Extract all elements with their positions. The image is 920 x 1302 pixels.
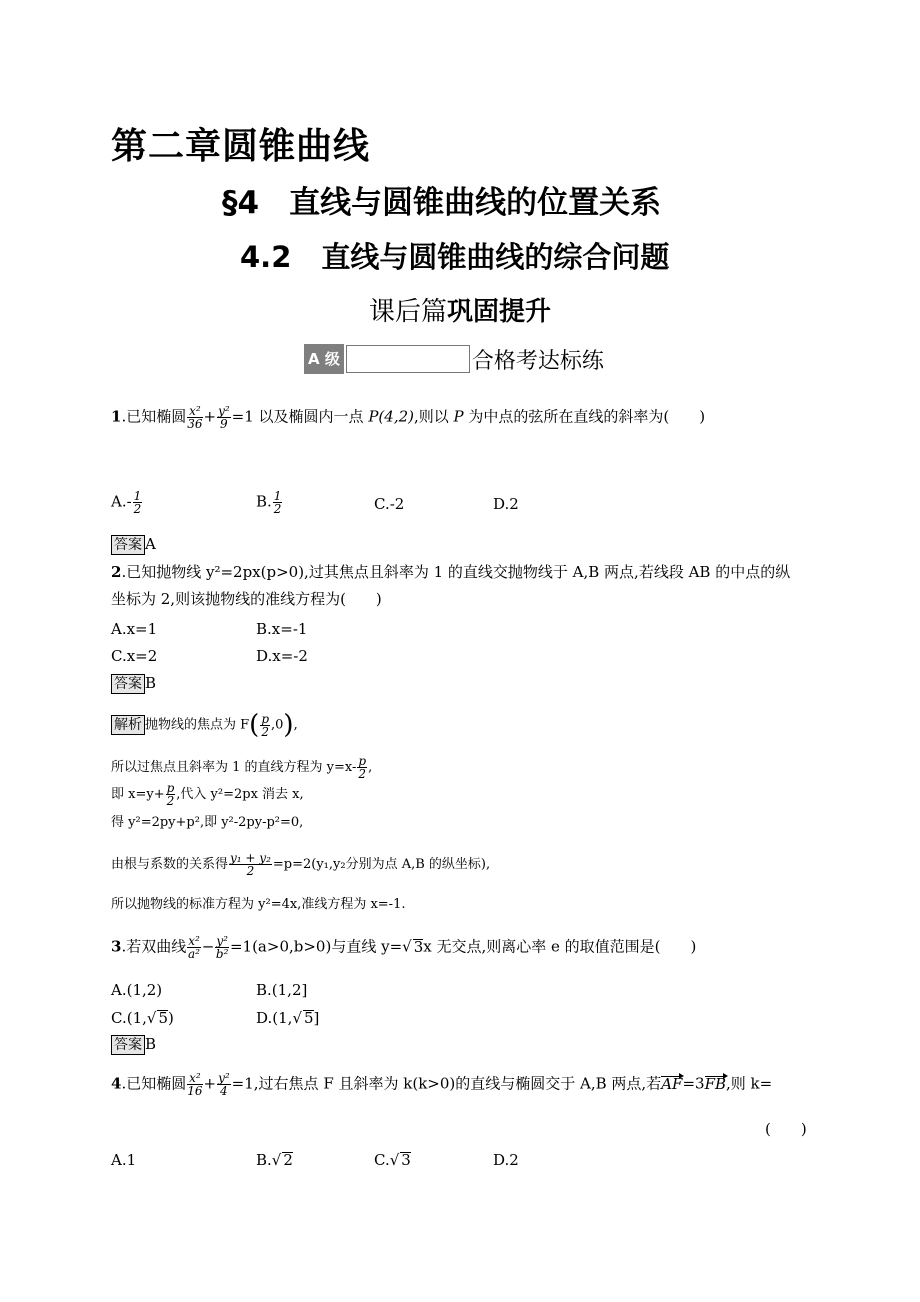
q3-text-b: =1(a>0,b>0)与直线 y= [229,937,403,956]
analysis-text: 所以过焦点且斜率为 1 的直线方程为 y=x- [111,760,357,775]
sqrt-icon: √ [271,1151,282,1169]
frac-den: 2 [358,767,367,781]
sqrt-icon: √ [402,937,412,956]
analysis-text: 抛物线的焦点为 F [145,717,250,733]
frac-den: a² [188,947,200,961]
q4-frac-y [217,1072,231,1097]
q4-number: 4 [111,1074,122,1093]
page-heading [0,291,920,328]
p-half-frac [166,782,176,807]
option-label: D.(1, [256,1009,293,1027]
section-number: §4 [222,185,260,221]
paren-left: ( [249,710,260,740]
answer-tag: 答案 [111,1035,145,1055]
analysis-text-b: =p=2(y₁,y₂分别为点 A,B 的纵坐标), [272,857,491,872]
analysis-text: 由根与系数的关系得 [111,857,229,872]
level-tag: A 级 [304,344,344,374]
vieta-frac [229,852,272,877]
q2-analysis-line2 [111,755,372,780]
q2-analysis-line3 [111,782,304,807]
analysis-text: 即 x=y+ [111,787,165,802]
frac-den: 2 [261,724,269,739]
q2-analysis-line4: 得 y²=2py+p²,即 y²-2py-p²=0, [111,815,304,830]
radicand: 5 [158,1009,168,1027]
answer-tag: 答案 [111,535,145,555]
zero: ,0 [271,717,284,733]
level-box [346,345,470,373]
sqrt-icon: √ [292,1009,302,1027]
frac-den: 2 [166,794,175,808]
frac-num: x² [189,404,201,418]
q1-text-a: .已知椭圆 [121,407,187,426]
plus-sign: + [203,407,217,426]
q3-frac-y [215,935,229,960]
option-label: B. [256,1151,272,1169]
q2-analysis-line6: 所以抛物线的标准方程为 y²=4x,准线方程为 x=-1. [111,897,406,912]
q3-text-c: x 无交点,则离心率 e 的取值范围是( ) [423,937,697,956]
q1-p: P [453,407,464,426]
frac-den: 4 [220,1084,228,1098]
plus-sign: + [203,1074,217,1093]
analysis-tag: 解析 [111,715,145,735]
q4-option-b[interactable] [256,1150,293,1170]
focus-frac [260,713,270,738]
q2-option-a[interactable]: A.x=1 [111,620,158,638]
option-label: A.- [111,492,132,511]
answer-value: B [145,674,157,692]
q2-option-d[interactable]: D.x=-2 [256,647,308,665]
chapter-title: 第二章圆锥曲线 [111,126,371,167]
q1-option-b-frac [273,490,283,515]
option-label: C.(1, [111,1009,147,1027]
frac-num: x² [189,1071,201,1085]
q1-option-a-frac [133,490,143,515]
radicand: 3 [413,937,424,956]
answer-value: A [145,535,156,553]
frac-num: p [358,754,367,768]
q2-text: .已知抛物线 y²=2px(p>0),过其焦点且斜率为 1 的直线交抛物线于 A,B 两点,若线段 AB 的中点的纵 [121,563,791,581]
q3-answer [111,1034,156,1055]
q2-option-c[interactable]: C.x=2 [111,647,158,665]
frac-num: p [166,781,175,795]
subsection-name: 直线与圆锥曲线的综合问题 [321,240,670,274]
q3-option-d[interactable] [256,1008,319,1028]
q1-text-b: =1 以及椭圆内一点 [231,407,369,426]
frac-num: y₁ + y₂ [230,851,271,865]
frac-num: 1 [273,489,282,503]
q2-analysis-line5 [111,852,490,877]
q1-answer [111,534,156,555]
radicand: 3 [401,1151,411,1169]
frac-num: x² [188,934,200,948]
level-title: 合格考达标练 [471,348,604,374]
q4-text-b: =1,过右焦点 F 且斜率为 k(k>0)的直线与椭圆交于 A,B 两点,若 [231,1074,662,1093]
q3-option-c[interactable] [111,1008,174,1028]
q1-frac-x [187,405,202,430]
option-label: C. [374,1151,390,1169]
frac-num: 1 [133,489,142,503]
q3-number: 3 [111,937,122,956]
q4-frac-x [187,1072,202,1097]
sqrt-icon: √ [146,1009,157,1027]
q3-option-b[interactable]: B.(1,2] [256,981,308,999]
answer-value: B [145,1035,157,1053]
q1-option-d[interactable]: D.2 [493,495,519,513]
heading-bold: 巩固提升 [447,297,552,327]
section-title [222,177,661,222]
frac-den: b² [215,947,229,961]
q4-text-c: ,则 k= [726,1074,773,1093]
frac-den: 2 [246,864,255,878]
option-label: B. [256,492,272,511]
q3-text-a: .若双曲线 [121,937,187,956]
frac-den: 36 [187,417,203,431]
q4-bracket: ( ) [765,1120,807,1138]
option-close: ] [313,1009,320,1027]
q4-text-a: .已知椭圆 [121,1074,187,1093]
section-name: 直线与圆锥曲线的位置关系 [289,185,662,221]
q3-option-a[interactable]: A.(1,2) [111,981,163,999]
frac-den: 16 [187,1084,203,1098]
q1-text-c: ,则以 [413,407,454,426]
frac-num: y² [216,934,228,948]
q3-frac-x [187,935,201,960]
analysis-text-b: ,代入 y²=2px 消去 x, [176,787,304,802]
analysis-comma: , [293,717,298,733]
radicand: 2 [283,1151,293,1169]
q2-analysis-line1 [111,712,298,738]
q2-stem-line1 [111,562,790,582]
subsection-title [240,235,669,276]
q2-number: 2 [111,563,122,581]
q1-frac-y [217,405,231,430]
sqrt-icon: √ [389,1151,400,1169]
q1-option-c[interactable]: C.-2 [374,495,405,513]
paren-right: ) [283,710,294,740]
radicand: 5 [304,1009,314,1027]
answer-tag: 答案 [111,674,145,694]
subsection-number: 4.2 [240,240,292,274]
frac-num: y² [218,404,230,418]
vector-af: AF [661,1074,683,1093]
q4-option-a[interactable]: A.1 [111,1151,137,1169]
q1-text-d: 为中点的弦所在直线的斜率为( ) [463,407,706,426]
frac-num: p [261,711,269,726]
option-close: ) [167,1009,174,1027]
q2-option-b[interactable]: B.x=-1 [256,620,308,638]
q4-stem [111,1072,772,1097]
frac-den: 2 [273,502,282,516]
q4-option-c[interactable] [374,1150,411,1170]
q1-stem [111,405,705,430]
heading-normal: 课后篇 [368,297,447,327]
q1-option-a[interactable] [111,490,143,515]
level-banner [304,344,604,374]
frac-den: 2 [133,502,142,516]
p-half-frac [357,755,367,780]
q1-point: P(4,2) [368,407,414,426]
vector-fb: FB [704,1074,727,1093]
q1-option-b[interactable] [256,490,283,515]
q2-stem-line2: 坐标为 2,则该抛物线的准线方程为( ) [111,590,382,608]
frac-num: y² [218,1071,230,1085]
q3-stem [111,935,696,960]
minus-sign: − [201,937,215,956]
analysis-comma: , [368,760,373,775]
frac-den: 9 [220,417,228,431]
q4-eq: =3 [682,1074,705,1093]
q2-answer [111,673,156,694]
q4-option-d[interactable]: D.2 [493,1151,519,1169]
q1-number: 1 [111,407,122,426]
